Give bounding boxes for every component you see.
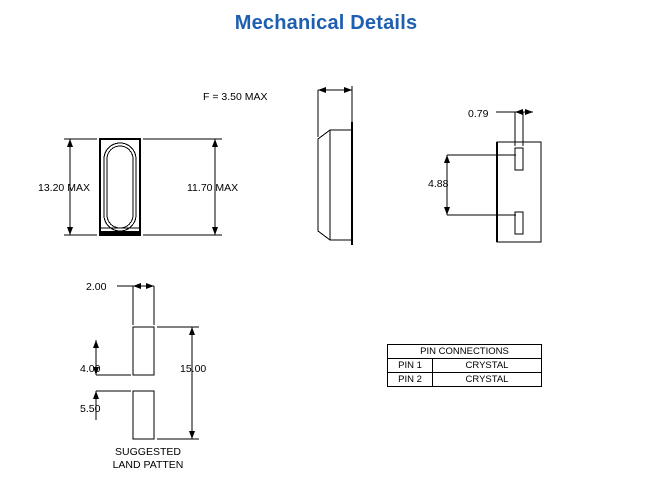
side-view-thickness-label: F = 3.50 MAX <box>203 91 268 103</box>
table-header-row <box>388 345 542 359</box>
end-view-drawing <box>444 109 541 242</box>
land-pattern-drawing <box>93 283 199 439</box>
top-view-width-label: 11.70 MAX <box>187 182 239 194</box>
pin-label: PIN 1 <box>388 359 433 373</box>
land-pad-width-label: 2.00 <box>86 281 107 293</box>
land-pattern-caption-line2: LAND PATTEN <box>112 459 184 471</box>
land-pad-gap-label: 5.50 <box>80 403 101 415</box>
pin-function: CRYSTAL <box>433 359 542 373</box>
top-view-height-label: 13.20 MAX <box>38 182 90 194</box>
page-title: Mechanical Details <box>234 12 418 34</box>
pin-connections-header: PIN CONNECTIONS <box>388 345 542 359</box>
end-view-pin-spacing-label: 4.88 <box>428 178 449 190</box>
pin-connections-table <box>387 344 542 387</box>
table-row <box>388 359 542 373</box>
land-pad-height-label: 4.00 <box>80 363 101 375</box>
land-overall-label: 15.00 <box>180 363 207 375</box>
side-view-drawing <box>318 86 352 245</box>
land-pattern-caption-line1: SUGGESTED <box>115 446 181 458</box>
table-row <box>388 373 542 387</box>
end-view-pin-width-label: 0.79 <box>468 108 489 120</box>
pin-function: CRYSTAL <box>433 373 542 387</box>
pin-label: PIN 2 <box>388 373 433 387</box>
